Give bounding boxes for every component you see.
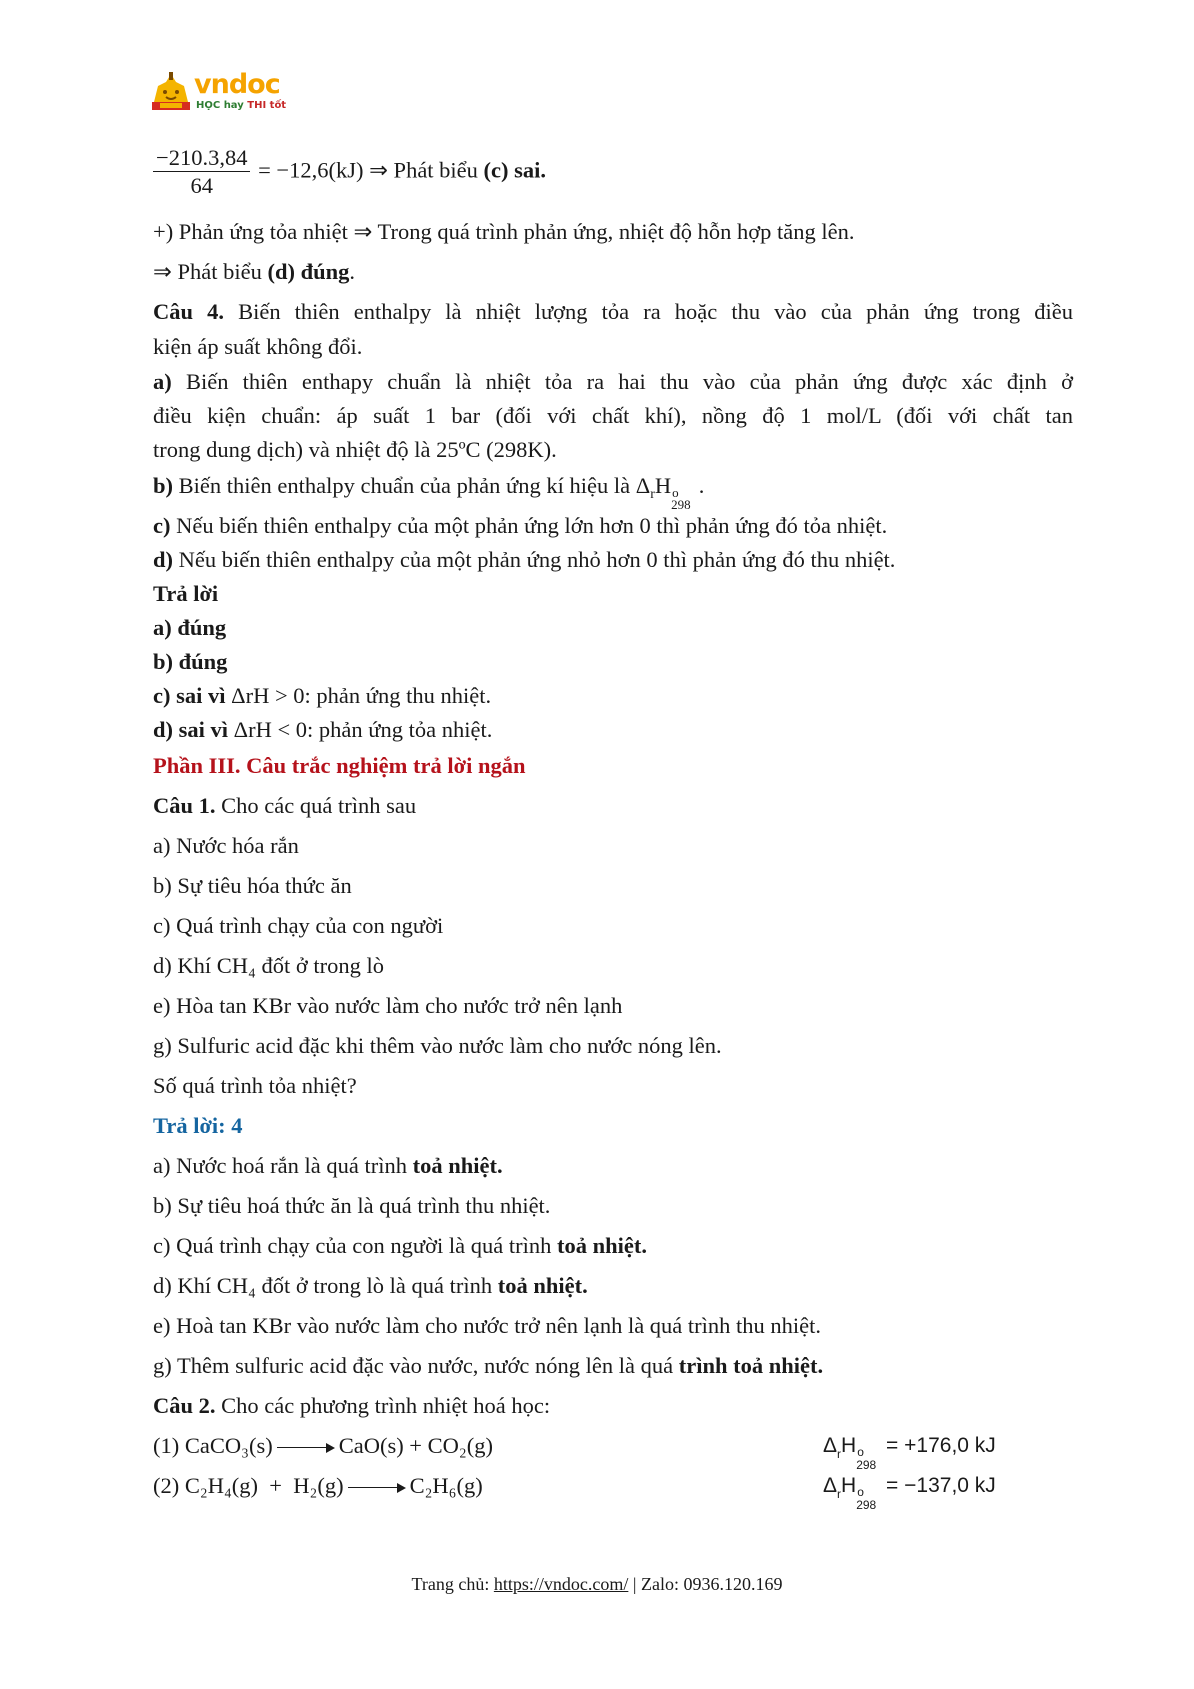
logo-brand: vndoc <box>194 69 280 100</box>
cau1-explanation-b: b) Sự tiêu hoá thức ăn là quá trình thu nhiệt. <box>153 1193 551 1218</box>
cau4-question-line1: Câu 4. Biến thiên enthalpy là nhiệt lượng tỏa ra hoặc thu vào của phản ứng trong điều <box>153 299 1073 324</box>
cau1-explanation-g: g) Thêm sulfuric acid đặc vào nước, nước nóng lên là quá trình toả nhiệt. <box>153 1353 824 1378</box>
cau1-question: Câu 1. Cho các quá trình sau <box>153 793 417 818</box>
cau1-item-b: b) Sự tiêu hóa thức ăn <box>153 873 352 898</box>
vndoc-logo[interactable] <box>150 70 290 120</box>
cau4-statement-c: c) Nếu biến thiên enthalpy của một phản ứng lớn hơn 0 thì phản ứng đó tỏa nhiệt. <box>153 513 888 538</box>
cau1-answer: Trả lời: 4 <box>153 1113 243 1138</box>
cau1-item-d: d) Khí CH₄ đốt ở trong lò <box>153 953 384 978</box>
cau1-item-c: c) Quá trình chạy của con người <box>153 913 444 938</box>
enthalpy-symbol: $\Delta_rH$ o 298 . <box>635 473 705 512</box>
zalo-contact: Zalo: 0936.120.169 <box>640 1574 783 1594</box>
section-3-heading: Phần III. Câu trắc nghiệm trả lời ngắn <box>153 753 526 778</box>
fraction: $\frac{-210.3,84}{64}$ <box>153 145 250 200</box>
cau1-item-g: g) Sulfuric acid đặc khi thêm vào nước làm cho nước nóng lên. <box>153 1033 722 1058</box>
enthalpy-value-1: $\Delta_rH$ o 298 = +176,0 kJ <box>823 1434 996 1472</box>
cau1-explanation-e: e) Hoà tan KBr vào nước làm cho nước trở nên lạnh là quá trình thu nhiệt. <box>153 1313 822 1338</box>
homepage-link[interactable]: https://vndoc.com/ <box>493 1574 629 1594</box>
answer-heading: Trả lời <box>153 581 219 606</box>
answer-c: c) sai vì ΔrH > 0: phản ứng thu nhiệt. <box>153 683 492 708</box>
cau4-statement-b: b) Biến thiên enthalpy chuẩn của phản ứng kí hiệu là $\Delta_rH$ o 298 . <box>153 473 705 512</box>
cau1-explanation-c: c) Quá trình chạy của con người là quá trình toả nhiệt. <box>153 1233 647 1258</box>
cau4-question-line2: kiện áp suất không đổi. <box>153 334 363 359</box>
page-footer: Trang chủ: https://vndoc.com/ | Zalo: 0936.120.169 <box>411 1574 783 1594</box>
reaction-arrow-icon <box>277 1443 335 1453</box>
reaction-arrow-icon <box>348 1483 406 1493</box>
cau4-statement-a-line1: a) Biến thiên enthapy chuẩn là nhiệt tỏa ra hai thu vào của phản ứng được xác định ở <box>153 369 1073 394</box>
cau1-prompt: Số quá trình tỏa nhiệt? <box>153 1073 357 1098</box>
cau4-statement-a-line3: trong dung dịch) và nhiệt độ là 25ºC (298K). <box>153 437 557 462</box>
cau4-statement-a-line2: điều kiện chuẩn: áp suất 1 bar (đối với chất khí), nồng độ 1 mol/L (đối với chất tan <box>153 403 1073 428</box>
enthalpy-value-2: $\Delta_rH$ o 298 = −137,0 kJ <box>823 1474 996 1512</box>
equation-1: (1) CaCO₃(s) CaO(s) + CO₂(g) $\Delta_rH$ o 298 = +176,0 kJ <box>153 1433 996 1472</box>
cau1-item-e: e) Hòa tan KBr vào nước làm cho nước trở nên lạnh <box>153 993 623 1018</box>
cau1-explanation-a: a) Nước hoá rắn là quá trình toả nhiệt. <box>153 1153 503 1178</box>
heat-statement: +) Phản ứng tỏa nhiệt ⇒ Trong quá trình phản ứng, nhiệt độ hỗn hợp tăng lên. <box>153 219 855 244</box>
cau4-statement-d: d) Nếu biến thiên enthalpy của một phản ứng nhỏ hơn 0 thì phản ứng đó thu nhiệt. <box>153 547 896 572</box>
cau1-item-a: a) Nước hóa rắn <box>153 833 299 858</box>
answer-a: a) đúng <box>153 615 227 640</box>
cau1-explanation-d: d) Khí CH₄ đốt ở trong lò là quá trình toả nhiệt. <box>153 1273 588 1298</box>
answer-d: d) sai vì ΔrH < 0: phản ứng tỏa nhiệt. <box>153 717 493 742</box>
castle-logo-icon <box>150 72 192 114</box>
equation-2: (2) C₂H₄(g) + H₂(g) C₂H₆(g) $\Delta_rH$ o 298 = −137,0 kJ <box>153 1473 996 1512</box>
cau2-question: Câu 2. Cho các phương trình nhiệt hoá học: <box>153 1393 551 1418</box>
statement-d-conclusion: ⇒ Phát biểu (d) đúng. <box>153 259 356 284</box>
logo-tagline: HỌC hay THI tốt <box>196 100 287 111</box>
calc-line: $\frac{-210.3,84}{64}$ = −12,6(kJ) ⇒ Phát biểu (c) sai. <box>153 145 546 200</box>
answer-b: b) đúng <box>153 649 228 674</box>
